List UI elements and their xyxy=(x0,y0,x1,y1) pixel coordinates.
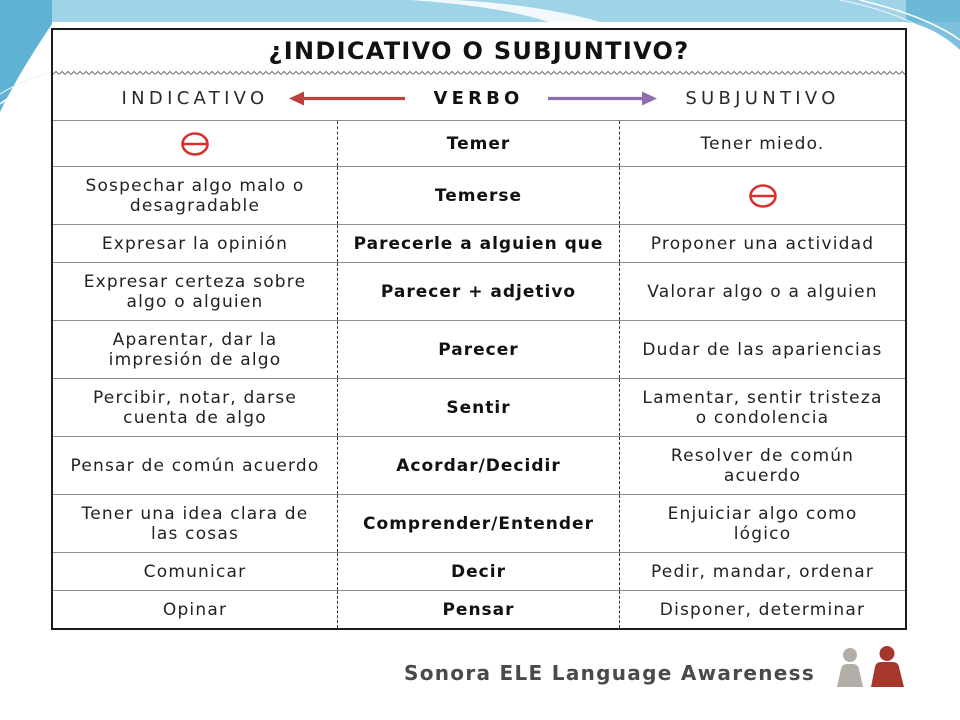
subjuntivo-cell xyxy=(620,437,905,494)
two-people-logo-icon xyxy=(834,645,908,689)
subjuntivo-cell xyxy=(620,495,905,552)
logo-person-right xyxy=(871,646,904,687)
subjuntivo-text: Resolver de común acuerdo xyxy=(670,445,855,486)
table-row xyxy=(53,166,905,224)
subjuntivo-text: Proponer una actividad xyxy=(650,233,875,254)
indicativo-text: Opinar xyxy=(162,599,228,620)
indicativo-cell xyxy=(53,379,337,436)
table-row xyxy=(53,436,905,494)
arrow-left-icon xyxy=(289,92,405,106)
header-indicativo: INDICATIVO xyxy=(121,87,269,109)
table-row xyxy=(53,320,905,378)
verbo-cell xyxy=(337,263,620,320)
indicativo-cell xyxy=(53,321,337,378)
subjuntivo-cell xyxy=(620,263,905,320)
verbo-cell xyxy=(337,167,620,224)
subjuntivo-text: Pedir, mandar, ordenar xyxy=(650,561,875,582)
header-verbo: VERBO xyxy=(433,87,524,109)
verbo-cell xyxy=(337,225,620,262)
table-row xyxy=(53,120,905,166)
indicativo-text: Pensar de común acuerdo xyxy=(70,455,320,476)
verbo-text: Acordar/Decidir xyxy=(396,455,561,476)
table-header-row xyxy=(53,76,905,120)
indicativo-cell xyxy=(53,591,337,628)
table-row xyxy=(53,224,905,262)
verbo-text: Decir xyxy=(451,561,506,582)
indicativo-cell xyxy=(53,553,337,590)
verbo-cell xyxy=(337,321,620,378)
header-subjuntivo: SUBJUNTIVO xyxy=(685,87,840,109)
subjuntivo-cell xyxy=(620,553,905,590)
subjuntivo-text: Valorar algo o a alguien xyxy=(647,281,878,302)
indicativo-text: Expresar la opinión xyxy=(101,233,289,254)
subjuntivo-text: Enjuiciar algo como lógico xyxy=(667,503,858,544)
arrow-right-icon xyxy=(548,92,657,106)
indicativo-subjuntivo-table xyxy=(51,28,907,630)
subjuntivo-text: Lamentar, sentir tristeza o condolencia xyxy=(642,387,883,428)
subjuntivo-text: Dudar de las apariencias xyxy=(642,339,883,360)
indicativo-cell xyxy=(53,263,337,320)
subjuntivo-cell xyxy=(620,379,905,436)
table-row xyxy=(53,262,905,320)
indicativo-cell xyxy=(53,225,337,262)
subjuntivo-cell xyxy=(620,225,905,262)
subjuntivo-cell xyxy=(620,321,905,378)
verbo-text: Temerse xyxy=(434,185,523,206)
indicativo-text: Comunicar xyxy=(143,561,247,582)
footer-brand-text: Sonora ELE Language Awareness xyxy=(404,661,816,685)
subjuntivo-text: Disponer, determinar xyxy=(659,599,866,620)
indicativo-text: Expresar certeza sobre algo o alguien xyxy=(83,271,307,312)
minus-circle-icon xyxy=(180,131,210,157)
verbo-text: Parecer + adjetivo xyxy=(380,281,577,302)
indicativo-cell xyxy=(53,495,337,552)
table-row xyxy=(53,590,905,628)
subjuntivo-cell xyxy=(620,167,905,224)
verbo-cell xyxy=(337,495,620,552)
verbo-text: Parecer xyxy=(438,339,519,360)
verbo-text: Comprender/Entender xyxy=(363,513,594,534)
subjuntivo-cell xyxy=(620,591,905,628)
verbo-cell xyxy=(337,437,620,494)
verbo-cell xyxy=(337,553,620,590)
table-row xyxy=(53,494,905,552)
indicativo-text: Aparentar, dar la impresión de algo xyxy=(108,329,282,370)
verbo-cell xyxy=(337,379,620,436)
verbo-text: Sentir xyxy=(446,397,511,418)
indicativo-cell xyxy=(53,167,337,224)
table-title-row xyxy=(53,30,905,76)
verbo-text: Pensar xyxy=(442,599,515,620)
left-wave-wedge xyxy=(0,0,52,112)
indicativo-cell xyxy=(53,121,337,166)
indicativo-text: Percibir, notar, darse cuenta de algo xyxy=(92,387,298,428)
subjuntivo-text: Tener miedo. xyxy=(700,133,825,154)
verbo-text: Temer xyxy=(446,133,511,154)
indicativo-cell xyxy=(53,437,337,494)
table-row xyxy=(53,378,905,436)
table-row xyxy=(53,552,905,590)
header-arrows xyxy=(53,76,905,120)
verbo-cell xyxy=(337,591,620,628)
verbo-text: Parecerle a alguien que xyxy=(353,233,604,254)
indicativo-text: Tener una idea clara de las cosas xyxy=(81,503,309,544)
indicativo-text: Sospechar algo malo o desagradable xyxy=(85,175,305,216)
verbo-cell xyxy=(337,121,620,166)
table-title: ¿INDICATIVO O SUBJUNTIVO? xyxy=(268,37,690,65)
minus-circle-icon xyxy=(748,183,778,209)
subjuntivo-cell xyxy=(620,121,905,166)
logo-person-left xyxy=(837,648,863,687)
